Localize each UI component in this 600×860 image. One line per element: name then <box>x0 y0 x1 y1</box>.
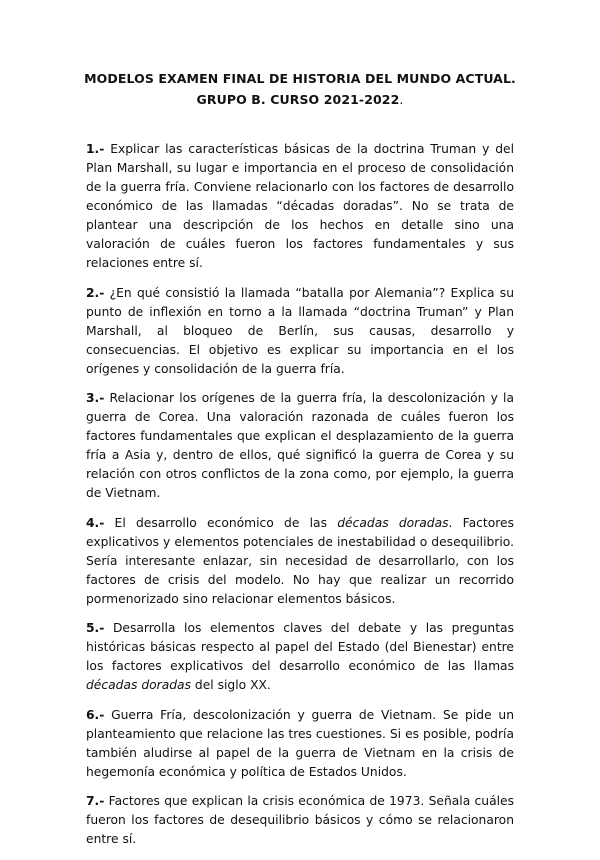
question-1 <box>86 140 514 273</box>
question-text-after: . Factores explicativos y elementos potenciales de inestabilidad o desequilibrio. Sería interesante enlazar, sin necesidad de desarrollarlo, con los factores de crisis del modelo. No hay que realizar un recorrido pormenorizado sino relacionar elementos básicos. <box>86 515 514 606</box>
question-text-before: El desarrollo económico de las <box>104 515 338 530</box>
question-text-after: del siglo XX. <box>191 678 271 692</box>
question-7 <box>86 792 514 849</box>
question-text: Relacionar los orígenes de la guerra fría, la descolonización y la guerra de Corea. Una valoración razonada de cuáles fueron los factores fundamentales que explican el desplazamiento de la guerra fría a Asia y, dentro de ellos, qué significó la guerra de Corea y su relación con otros conflictos de la zona como, por ejemplo, la guerra de Vietnam. <box>86 391 514 500</box>
question-number: 2.- <box>86 285 105 300</box>
question-text: ¿En qué consistió la llamada “batalla por Alemania”? Explica su punto de inflexión en torno a la llamada “doctrina Truman” y Plan Marshall, al bloqueo de Berlín, sus causas, desarrollo y consecuencias. El objetivo es explicar su importancia en el los orígenes y consolidación de la guerra fría. <box>86 285 514 376</box>
title-line-2-text: GRUPO B. CURSO 2021-2022 <box>196 92 400 107</box>
question-emphasis: décadas doradas <box>86 678 191 692</box>
question-emphasis: décadas doradas <box>337 515 449 530</box>
question-2 <box>86 284 514 379</box>
question-number: 6.- <box>86 707 105 722</box>
title-line-2 <box>60 89 540 110</box>
question-number: 4.- <box>86 515 105 530</box>
question-5 <box>86 619 514 695</box>
title-line-2-end: . <box>399 92 404 107</box>
question-3 <box>86 389 514 503</box>
question-number: 3.- <box>86 391 105 405</box>
question-4 <box>86 514 514 609</box>
question-number: 1.- <box>86 142 105 156</box>
question-6 <box>86 706 514 782</box>
title-line-1: MODELOS EXAMEN FINAL DE HISTORIA DEL MUNDO ACTUAL. <box>84 71 516 86</box>
question-text: Explicar las características básicas de la doctrina Truman y del Plan Marshall, su lugar e importancia en el proceso de consolidación de la guerra fría. Conviene relacionarlo con los factores de desarrollo económico de las llamadas “décadas doradas”. No se trata de plantear una descripción de los hechos en detalle sino una valoración de cuáles fueron los factores fundamentales y sus relaciones entre sí. <box>86 142 514 270</box>
question-text-before: Desarrolla los elementos claves del debate y las preguntas históricas básicas respecto al papel del Estado (del Bienestar) entre los factores explicativos del desarrollo económico de las llamas <box>86 621 514 673</box>
question-number: 5.- <box>86 621 105 635</box>
question-number: 7.- <box>86 794 105 808</box>
question-text: Guerra Fría, descolonización y guerra de Vietnam. Se pide un planteamiento que relacione las tres cuestiones. Si es posible, podría también aludirse al papel de la guerra de Vietnam en la crisis de hegemonía económica y política de Estados Unidos. <box>86 707 514 779</box>
question-text: Factores que explican la crisis económica de 1973. Señala cuáles fueron los factores de desequilibrio básicos y cómo se relacionaron entre sí. <box>86 794 514 846</box>
document-title <box>60 68 540 110</box>
questions-list <box>86 140 514 860</box>
